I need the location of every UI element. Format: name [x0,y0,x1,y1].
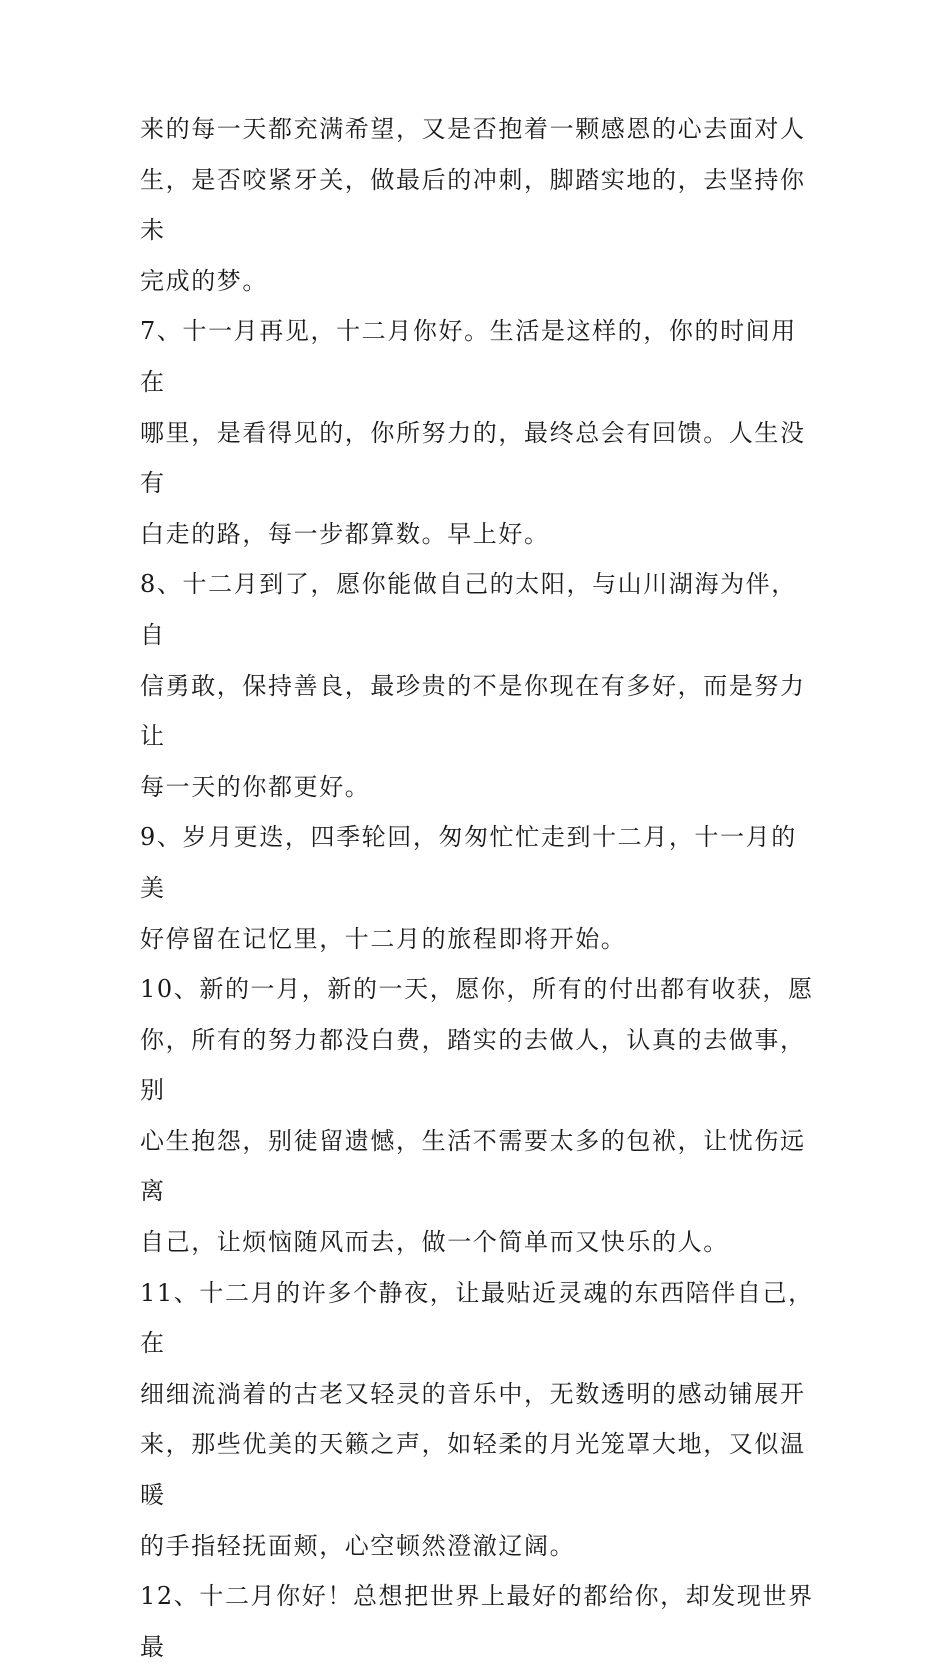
text-line: 心生抱怨，别徒留遗憾，生活不需要太多的包袱，让忧伤远离 [140,1126,806,1206]
paragraph-item-7 [140,306,820,559]
text-line: 的手指轻抚面颊，心空顿然澄澈辽阔。 [140,1531,576,1560]
text-line: 自己，让烦恼随风而去，做一个简单而又快乐的人。 [140,1228,729,1257]
text-line: 7、十一月再见，十二月你好。生活是这样的，你的时间用在 [140,317,797,396]
paragraph-item-8 [140,559,820,812]
text-line: 10、新的一月，新的一天，愿你，所有的付出都有收获，愿 [140,975,814,1004]
text-line: 9、岁月更迭，四季轮回，匆匆忙忙走到十二月，十一月的美 [140,823,797,902]
text-line: 白走的路，每一步都算数。早上好。 [140,519,550,548]
text-line: 完成的梦。 [140,266,268,295]
text-line: 细细流淌着的古老又轻灵的音乐中，无数透明的感动铺展开 [140,1379,806,1408]
text-line: 来的每一天都充满希望，又是否抱着一颗感恩的心去面对人 [140,115,806,143]
paragraph-item-11 [140,1268,820,1572]
text-line: 8、十二月到了，愿你能做自己的太阳，与山川湖海为伴，自 [140,570,797,649]
paragraph-item-12 [140,1571,820,1672]
text-line: 你，所有的努力都没白费，踏实的去做人，认真的去做事，别 [140,1025,806,1105]
paragraph-item-10 [140,964,820,1268]
text-line: 好停留在记忆里，十二月的旅程即将开始。 [140,924,627,953]
text-line: 每一天的你都更好。 [140,772,371,801]
text-line: 11、十二月的许多个静夜，让最贴近灵魂的东西陪伴自己，在 [140,1278,814,1358]
text-line: 生，是否咬紧牙关，做最后的冲刺，脚踏实地的，去坚持你未 [140,165,806,245]
text-line: 来，那些优美的天籁之声，如轻柔的月光笼罩大地，又似温暖 [140,1430,806,1510]
paragraph-continuation [140,104,820,306]
text-line: 哪里，是看得见的，你所努力的，最终总会有回馈。人生没有 [140,418,806,498]
text-line: 信勇敢，保持善良，最珍贵的不是你现在有多好，而是努力让 [140,671,806,751]
text-line: 12、十二月你好！总想把世界上最好的都给你，却发现世界最 [140,1582,814,1661]
document-page [140,104,820,1672]
paragraph-item-9 [140,812,820,964]
